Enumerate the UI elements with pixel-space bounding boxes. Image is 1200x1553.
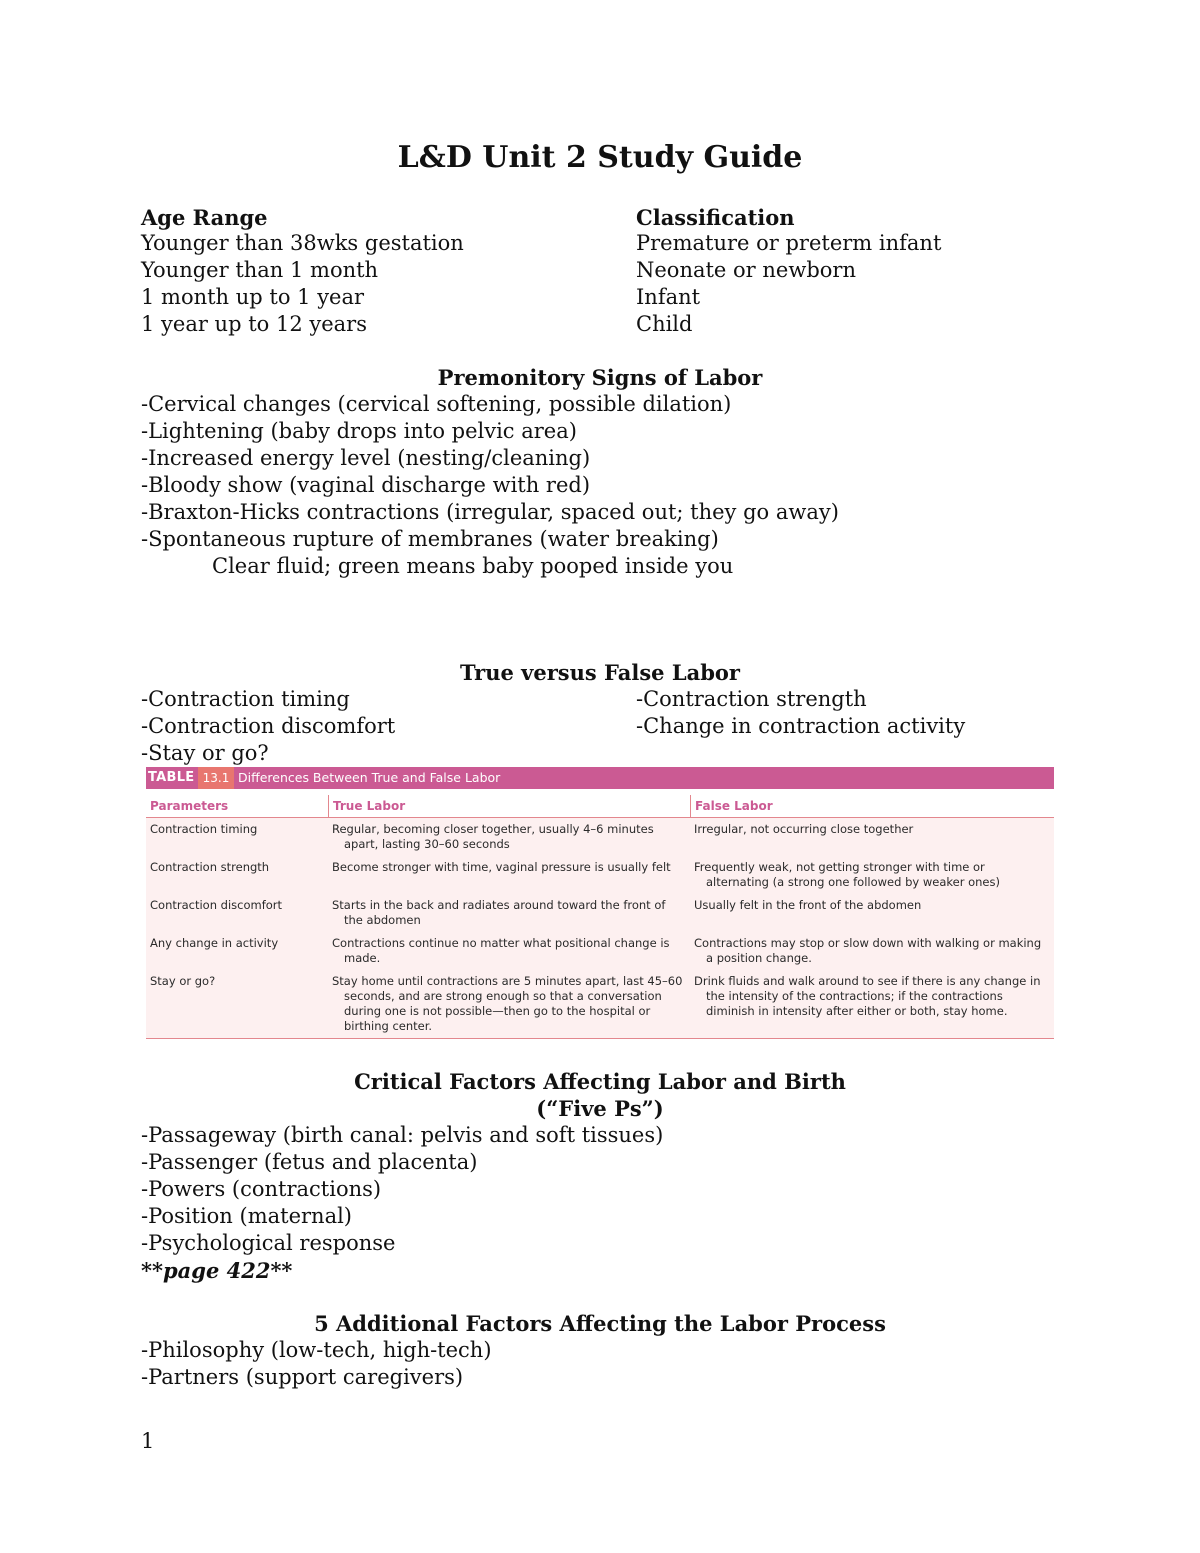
five-ps-subheading: (“Five Ps”) <box>536 1096 664 1121</box>
true-false-item: -Contraction strength <box>636 687 867 711</box>
page-number: 1 <box>141 1429 155 1453</box>
table-row <box>146 894 1054 932</box>
age-range-cell: 1 year up to 12 years <box>141 312 367 336</box>
table-cell: Drink fluids and walk around to see if there is any change in the intensity of the contractions; if the contractions diminish in intensity after either or both, stay home. <box>694 974 1041 1018</box>
table-cell: Contraction timing <box>150 822 258 836</box>
premonitory-item: -Bloody show (vaginal discharge with red) <box>141 473 591 497</box>
premonitory-subnote: Clear fluid; green means baby pooped inside you <box>212 554 734 578</box>
true-false-labor-table <box>146 767 1054 1039</box>
age-range-cell: Younger than 1 month <box>141 258 379 282</box>
table-cell: Become stronger with time, vaginal pressure is usually felt <box>332 860 671 874</box>
table-cell: Irregular, not occurring close together <box>694 822 914 836</box>
table-cell: Stay or go? <box>150 974 216 988</box>
five-ps-item: -Powers (contractions) <box>141 1177 382 1201</box>
true-false-item: -Contraction discomfort <box>141 714 396 738</box>
table-row <box>146 932 1054 970</box>
premonitory-item: -Lightening (baby drops into pelvic area) <box>141 419 577 443</box>
table-header-row <box>146 795 1054 818</box>
premonitory-item: -Braxton-Hicks contractions (irregular, spaced out; they go away) <box>141 500 839 524</box>
table-row <box>146 970 1054 1038</box>
column-header: Parameters <box>150 799 229 813</box>
table-cell: Regular, becoming closer together, usually 4–6 minutes apart, lasting 30–60 seconds <box>332 822 654 851</box>
table-body <box>146 795 1054 1039</box>
true-false-item: -Change in contraction activity <box>636 714 966 738</box>
page-reference: **page 422** <box>141 1258 293 1283</box>
additional-factor-item: -Philosophy (low-tech, high-tech) <box>141 1338 492 1362</box>
premonitory-item: -Spontaneous rupture of membranes (water breaking) <box>141 527 719 551</box>
table-caption: Differences Between True and False Labor <box>238 770 501 785</box>
table-cell: Contractions continue no matter what positional change is made. <box>332 936 670 965</box>
table-tag: TABLE <box>148 770 195 785</box>
true-false-item: -Stay or go? <box>141 741 269 765</box>
premonitory-item: -Cervical changes (cervical softening, possible dilation) <box>141 392 732 416</box>
five-ps-heading: Critical Factors Affecting Labor and Birth <box>354 1069 846 1094</box>
classification-header: Classification <box>636 205 795 230</box>
classification-cell: Infant <box>636 285 701 309</box>
table-cell: Any change in activity <box>150 936 279 950</box>
five-ps-item: -Passageway (birth canal: pelvis and soft tissues) <box>141 1123 664 1147</box>
additional-factor-item: -Partners (support caregivers) <box>141 1365 464 1389</box>
classification-cell: Neonate or newborn <box>636 258 856 282</box>
table-row <box>146 856 1054 894</box>
true-false-heading: True versus False Labor <box>460 660 740 685</box>
table-row <box>146 818 1054 856</box>
five-ps-item: -Passenger (fetus and placenta) <box>141 1150 478 1174</box>
premonitory-heading: Premonitory Signs of Labor <box>437 365 763 390</box>
table-cell: Contraction strength <box>150 860 270 874</box>
table-cell: Frequently weak, not getting stronger with time or alternating (a strong one followed by weaker ones) <box>694 860 1000 889</box>
column-header: True Labor <box>328 795 690 817</box>
five-ps-item: -Psychological response <box>141 1231 396 1255</box>
table-number: 13.1 <box>198 767 234 789</box>
five-ps-item: -Position (maternal) <box>141 1204 352 1228</box>
age-range-cell: 1 month up to 1 year <box>141 285 365 309</box>
additional-factors-heading: 5 Additional Factors Affecting the Labor Process <box>314 1311 886 1336</box>
classification-cell: Premature or preterm infant <box>636 231 942 255</box>
table-title-bar <box>146 767 1054 789</box>
page-title: L&D Unit 2 Study Guide <box>397 140 803 175</box>
table-cell: Contraction discomfort <box>150 898 283 912</box>
age-range-header: Age Range <box>141 205 268 230</box>
column-header: False Labor <box>690 795 1054 817</box>
table-cell: Usually felt in the front of the abdomen <box>694 898 922 912</box>
age-range-cell: Younger than 38wks gestation <box>141 231 464 255</box>
classification-cell: Child <box>636 312 693 336</box>
table-cell: Contractions may stop or slow down with walking or making a position change. <box>694 936 1042 965</box>
table-cell: Starts in the back and radiates around toward the front of the abdomen <box>332 898 666 927</box>
table-cell: Stay home until contractions are 5 minutes apart, last 45–60 seconds, and are strong enough so that a conversation during one is not possible—then go to the hospital or birthing center. <box>332 974 683 1033</box>
true-false-item: -Contraction timing <box>141 687 350 711</box>
premonitory-item: -Increased energy level (nesting/cleaning) <box>141 446 591 470</box>
